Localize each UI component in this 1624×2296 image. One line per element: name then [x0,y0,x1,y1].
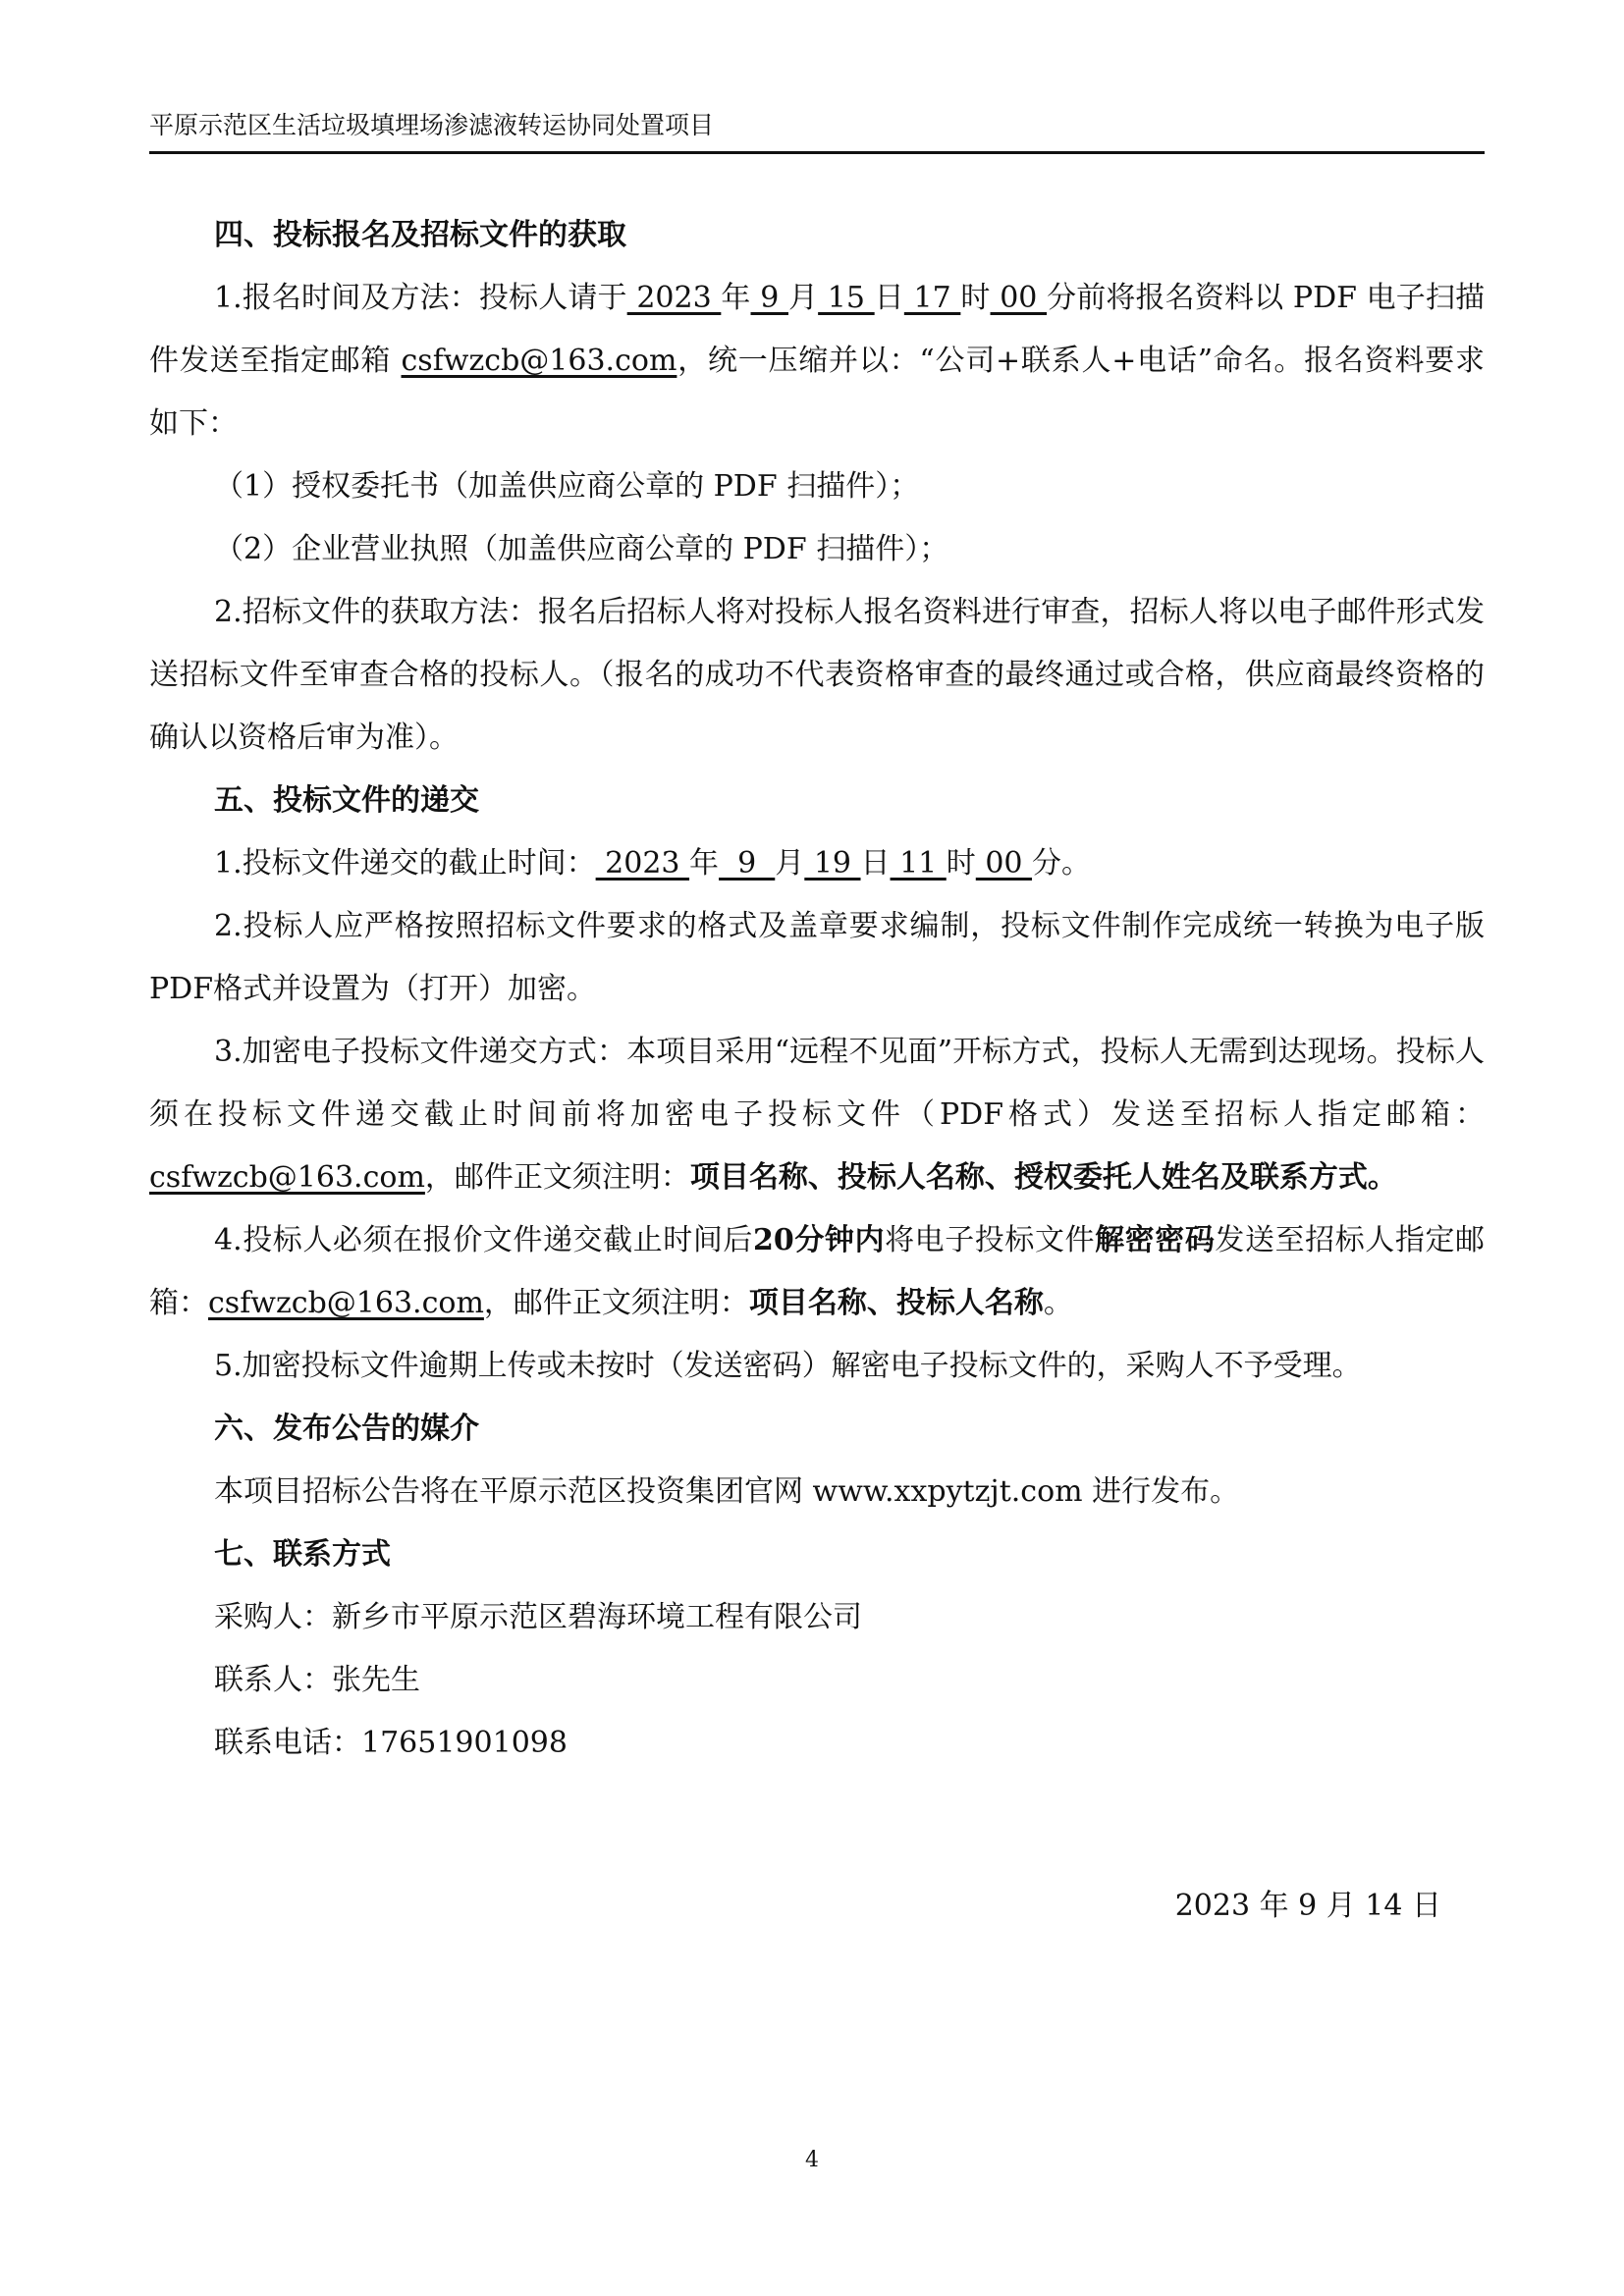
deadline-day: 19 [804,846,861,881]
section-4-tender-document-paragraph: 2.招标文件的获取方法：报名后招标人将对投标人报名资料进行审查，招标人将以电子邮件形式发送招标文件至审查合格的投标人。（报名的成功不代表资格审查的最终通过或合格，供应商最终资格的确认以资格后审为准）。 [149,595,1485,755]
section-6-heading: 六、发布公告的媒介 [214,1412,479,1446]
document-body [149,204,1485,1775]
section-5-submission-paragraph: 3.加密电子投标文件递交方式：本项目采用“远程不见面”开标方式，投标人无需到达现场。投标人须在投标文件递交截止时间前将加密电子投标文件（PDF格式）发送至招标人指定邮箱：csfwzcb@163.com，邮件正文须注明：项目名称、投标人名称、授权委托人姓名及联系方式。 [149,1035,1485,1195]
section-5-heading: 五、投标文件的递交 [214,783,479,818]
submission-email-link[interactable]: csfwzcb@163.com [149,1160,425,1195]
requirement-item-1: （1）授权委托书（加盖供应商公章的 PDF 扫描件）； [214,469,920,504]
page-header: 平原示范区生活垃圾填埋场渗滤液转运协同处置项目 [149,110,1485,154]
deadline-month: 9 [719,846,776,881]
contact-person-line: 联系人：张先生 [214,1663,420,1697]
section-4-heading: 四、投标报名及招标文件的获取 [214,218,626,252]
deadline-minute: 00 [975,846,1033,881]
registration-day: 15 [818,281,875,315]
registration-minute: 00 [990,281,1048,315]
buyer-line: 采购人：新乡市平原示范区碧海环境工程有限公司 [214,1600,862,1634]
section-5-format-paragraph: 2.投标人应严格按照招标文件要求的格式及盖章要求编制，投标文件制作完成统一转换为电子版PDF格式并设置为（打开）加密。 [149,909,1485,1006]
registration-email-link[interactable]: csfwzcb@163.com [401,344,677,378]
registration-year: 2023 [626,281,722,315]
section-5-deadline-paragraph: 1.投标文件递交的截止时间： 2023 年 9 月 19 日 11 时 00 分。 [214,846,1092,881]
section-5-password-paragraph: 4.投标人必须在报价文件递交截止时间后20分钟内将电子投标文件解密密码发送至招标人指定邮箱：csfwzcb@163.com，邮件正文须注明：项目名称、投标人名称。 [149,1223,1486,1320]
deadline-hour: 11 [890,846,947,881]
requirement-item-2: （2）企业营业执照（加盖供应商公章的 PDF 扫描件）； [214,532,949,566]
registration-month: 9 [750,281,788,315]
contact-phone-line: 联系电话：17651901098 [214,1726,568,1760]
section-4-registration-paragraph: 1.报名时间及方法：投标人请于 2023 年 9 月 15 日 17 时 00 分前将报名资料以 PDF 电子扫描件发送至指定邮箱 csfwzcb@163.com，统一压缩并以：“公司+联系人+电话”命名。报名资料要求如下： [149,281,1486,441]
section-7-heading: 七、联系方式 [214,1537,391,1572]
signature-date: 2023 年 9 月 14 日 [1174,1889,1441,1923]
section-5-late-paragraph: 5.加密投标文件逾期上传或未按时（发送密码）解密电子投标文件的，采购人不予受理。 [214,1349,1362,1383]
registration-hour: 17 [903,281,961,315]
password-email-link[interactable]: csfwzcb@163.com [208,1286,484,1320]
page-number: 4 [805,2148,819,2172]
section-6-media-paragraph: 本项目招标公告将在平原示范区投资集团官网 www.xxpytzjt.com 进行发布。 [214,1474,1240,1509]
deadline-year: 2023 [595,846,690,881]
